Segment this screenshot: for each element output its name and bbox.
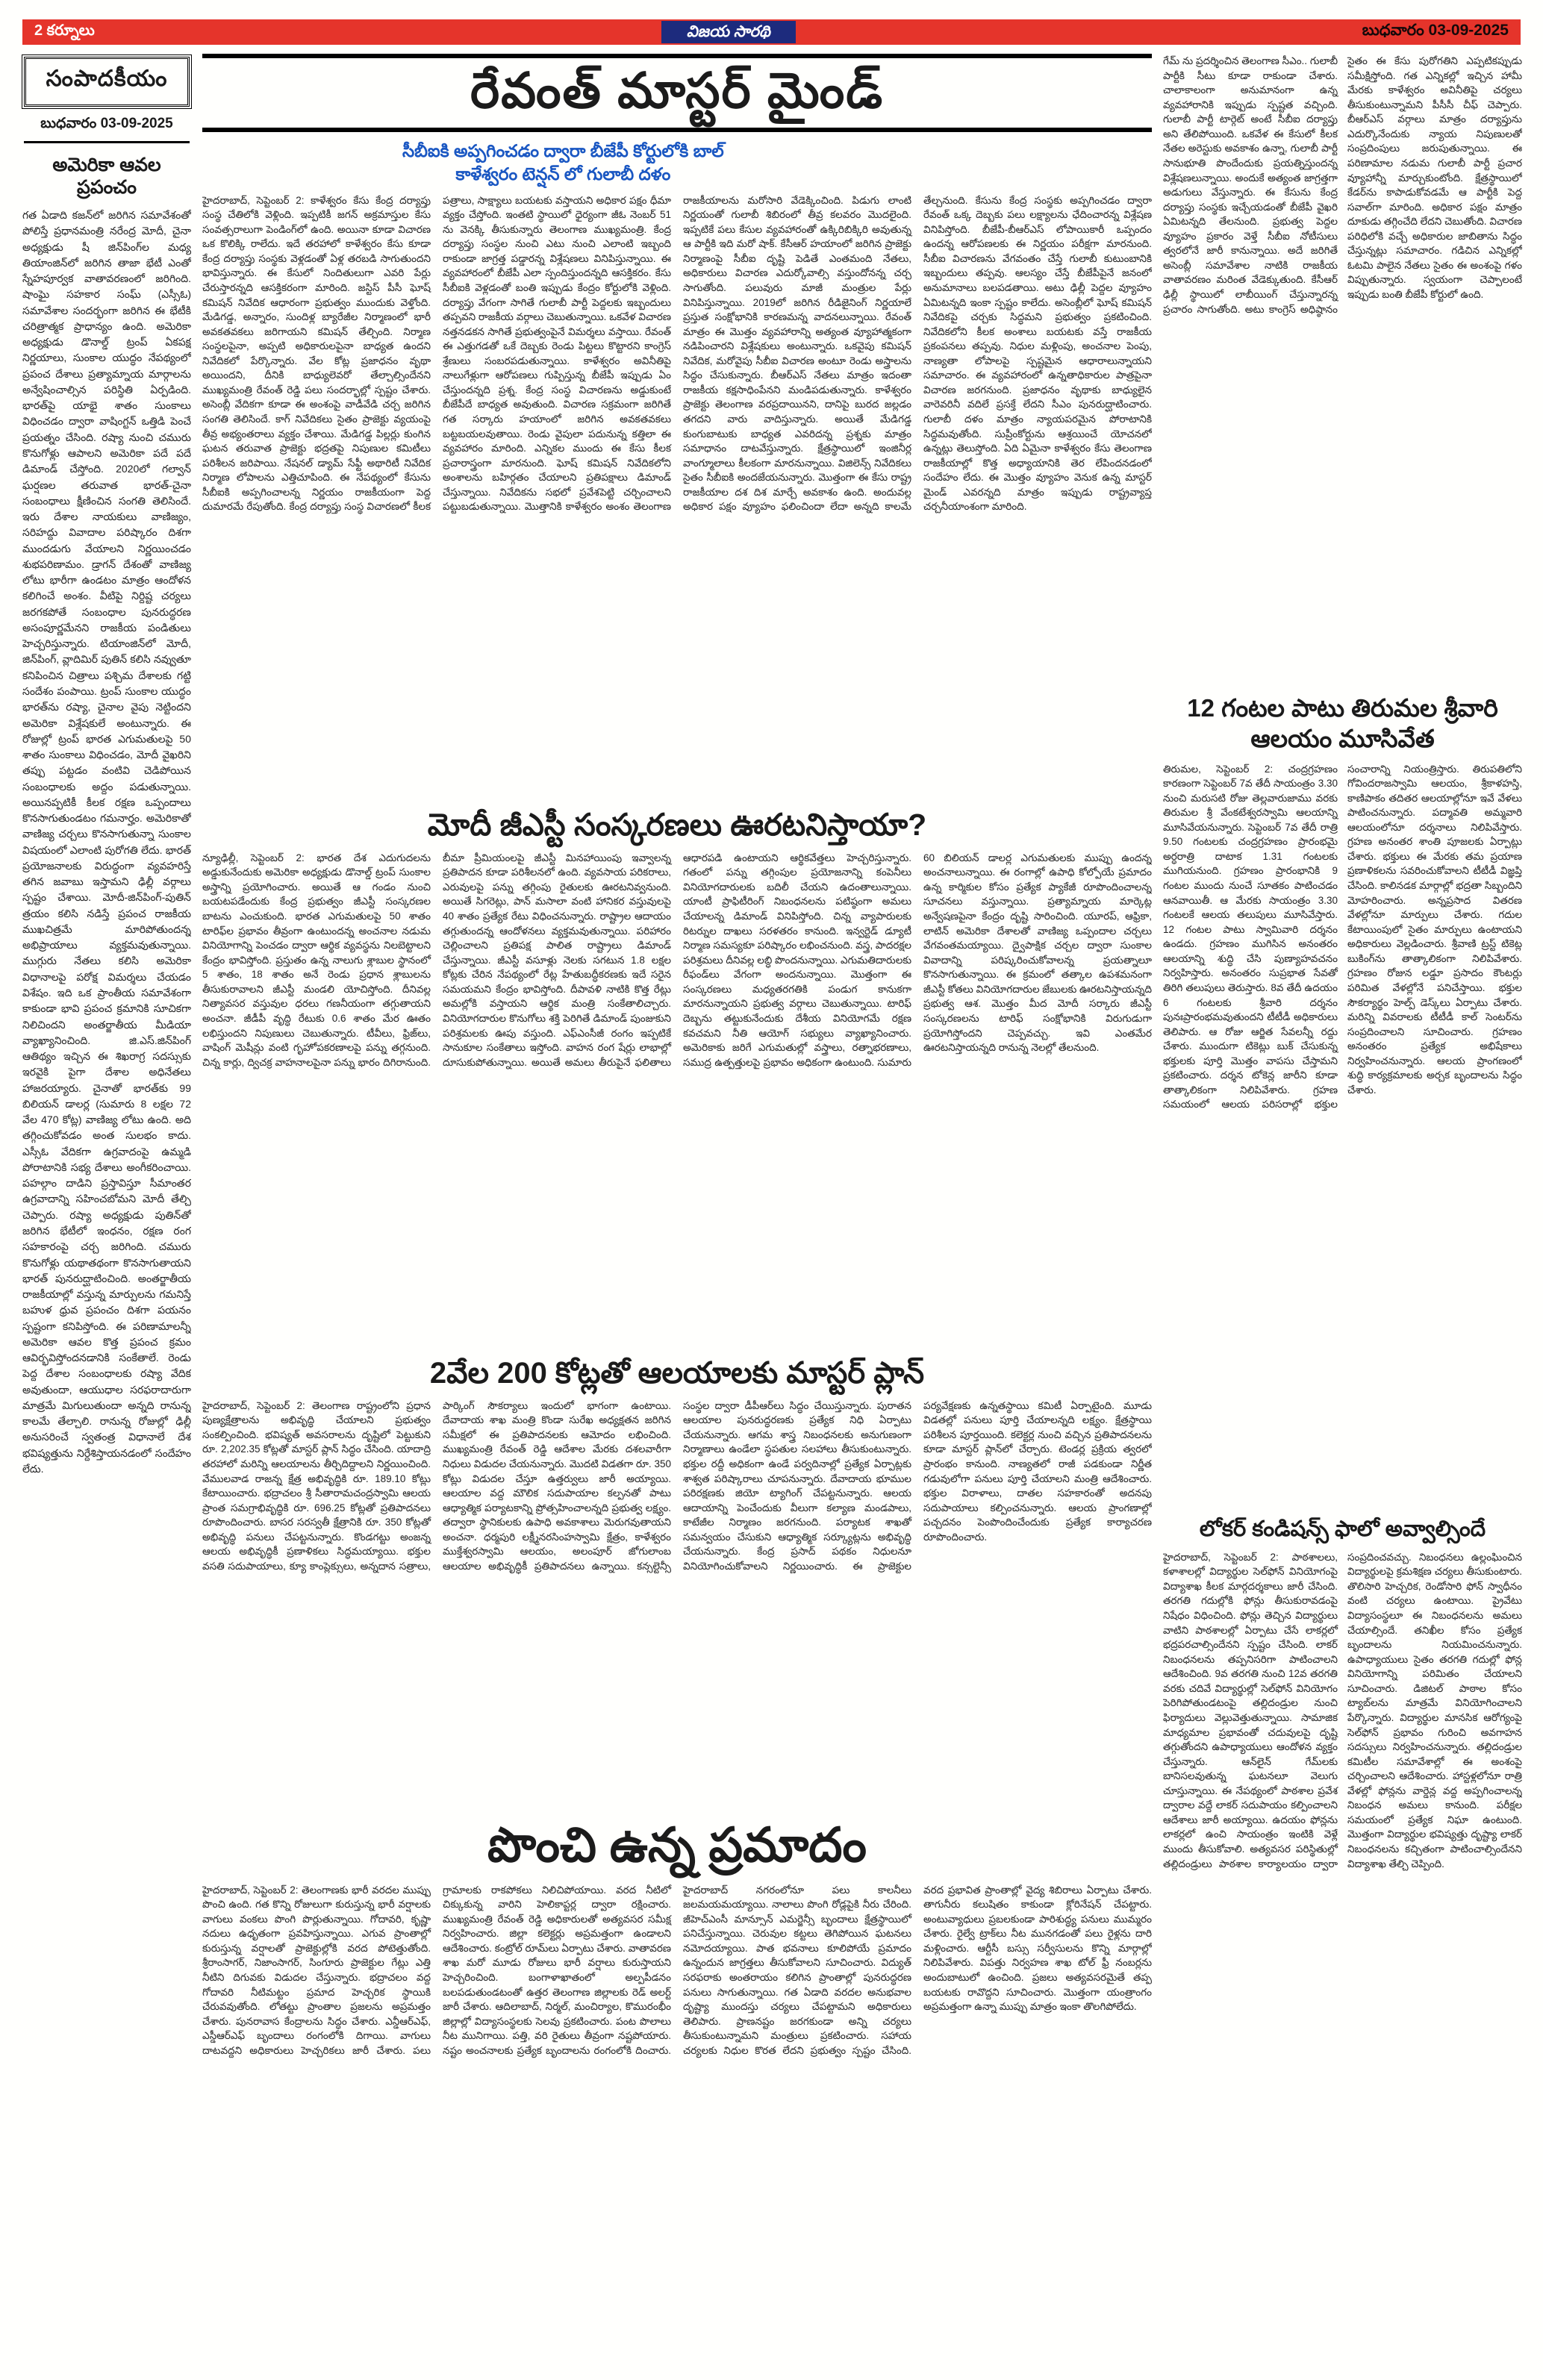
editorial-date: బుధవారం 03-09-2025 (24, 116, 190, 143)
gst-headline: మోదీ జీఎస్టీ సంస్కరణలు ఊరటనిస్తాయా? (427, 807, 927, 842)
danger-article-body: హైదరాబాద్, సెప్టెంబర్ 2: తెలంగాణకు భారీ వరదల ముప్పు పొంచి ఉంది. గత కొన్ని రోజులుగా కురుస్తున్న భారీ వర్షాలకు వాగులు వంకలు పొంగి పొర్లుతున్నాయి. గోదావరి, కృష్ణా నదులు ఉధృతంగా ప్రవహిస్తున్నాయి. ఎగువ ప్రాంతాల్లో కురుస్తున్న వర్షాలతో ప్రాజెక్టుల్లోకి వరద పోటెత్తుతోంది. శ్రీరాంసాగర్, నిజాంసాగర్, సింగూరు ప్రాజెక్టుల గేట్లు ఎత్తి నీటిని దిగువకు విడుదల చేస్తున్నారు. భద్రాచలం వద్ద గోదావరి నీటిమట్టం ప్రమాద హెచ్చరిక స్థాయికి చేరువవుతోంది. లోతట్టు ప్రాంతాల ప్రజలను అప్రమత్తం చేశారు. పునరావాస కేంద్రాలను సిద్ధం చేశారు. ఎన్డీఆర్ఎఫ్, ఎస్డీఆర్ఎఫ్ బృందాలు రంగంలోకి దిగాయి. వాగులు దాటవద్దని అధికారులు హెచ్చరికలు జారీ చేశారు. పలు గ్రామాలకు రాకపోకలు నిలిచిపోయాయి. వరద నీటిలో చిక్కుకున్న వారిని హెలికాప్టర్ల ద్వారా రక్షించారు. ముఖ్యమంత్రి రేవంత్ రెడ్డి అధికారులతో అత్యవసర సమీక్ష నిర్వహించారు. జిల్లా కలెక్టర్లు అప్రమత్తంగా ఉండాలని ఆదేశించారు. కంట్రోల్ రూమ్‌లు ఏర్పాటు చేశారు. వాతావరణ శాఖ మరో మూడు రోజులు భారీ వర్షాలు కురుస్తాయని హెచ్చరించింది. బంగాళాఖాతంలో అల్పపీడనం బలపడుతుండటంతో ఉత్తర తెలంగాణ జిల్లాలకు రెడ్ అలర్ట్ జారీ చేశారు. ఆదిలాబాద్, నిర్మల్, మంచిర్యాల, కొమురంభీం జిల్లాల్లో విద్యాసంస్థలకు సెలవు ప్రకటించారు. పంట పొలాలు నీట మునిగాయి. పత్తి, వరి రైతులు తీవ్రంగా నష్టపోయారు. నష్టం అంచనాలకు ప్రత్యేక బృందాలను రంగంలోకి దించారు. హైదరాబాద్ నగరంలోనూ పలు కాలనీలు జలమయమయ్యాయి. నాలాలు పొంగి రోడ్లపైకి నీరు చేరింది. జీహెచ్ఎంసీ మాన్సూన్ ఎమర్జెన్సీ బృందాలు క్షేత్రస్థాయిలో పనిచేస్తున్నాయి. చెరువుల కట్టలు తెగిపోయిన ఘటనలు నమోదయ్యాయి. పాత భవనాలు కూలిపోయే ప్రమాదం ఉన్నందున జాగ్రత్తలు తీసుకోవాలని సూచించారు. విద్యుత్ సరఫరాకు అంతరాయం కలిగిన ప్రాంతాల్లో పునరుద్ధరణ పనులు సాగుతున్నాయి. గత ఏడాది వరదల అనుభవాల దృష్ట్యా ముందస్తు చర్యలు చేపట్టామని అధికారులు తెలిపారు. ప్రాణనష్టం జరగకుండా అన్ని చర్యలు తీసుకుంటున్నామని మంత్రులు ప్రకటించారు. సహాయ చర్యలకు నిధుల కొరత లేదని ప్రభుత్వం స్పష్టం చేసింది. వరద ప్రభావిత ప్రాంతాల్లో వైద్య శిబిరాలు ఏర్పాటు చేశారు. తాగునీరు కలుషితం కాకుండా క్లోరినేషన్ చేపట్టారు. అంటువ్యాధులు ప్రబలకుండా పారిశుద్ధ్య పనులు ముమ్మరం చేశారు. రైల్వే ట్రాక్‌లు నీట మునగడంతో పలు రైళ్లను దారి మళ్లించారు. ఆర్టీసీ బస్సు సర్వీసులను కొన్ని మార్గాల్లో నిలిపివేశారు. విపత్తు నిర్వహణ శాఖ టోల్ ఫ్రీ నంబర్లను అందుబాటులో ఉంచింది. ప్రజలు అత్యవసరమైతే తప్ప బయటకు రావొద్దని సూచించారు. మొత్తంగా యంత్రాంగం అప్రమత్తంగా ఉన్నా ముప్పు మాత్రం ఇంకా తొలగిపోలేదు. (202, 1884, 1152, 2056)
lead-subhead-line1: సీబీఐకి అప్పగించడం ద్వారా బీజేపీ కోర్టులోకి బాల్ (402, 140, 724, 160)
lead-continuation-text: గేమ్ ను ప్రదర్శించిన తెలంగాణ సీఎం.. గులాబీ పార్టీకి సీటు కూడా రాకుండా చేశారు. చాలాకాలంగా అనుమానంగా ఉన్న వ్యవహారానికి ఇప్పుడు స్పష్టత వచ్చింది. గులాబీ పార్టీ టార్గెట్ అంటే సీబీఐ దర్యాప్తు అని తేలిపోయింది. ఒకవేళ ఈ కేసులో కీలక నేతల అరెస్టుకు అవకాశం ఉన్నా, గులాబీ పార్టీ సానుభూతి పొందేందుకు ప్రయత్నిస్తుందన్న విశ్లేషణలున్నాయి. అందుకే అత్యంత జాగ్రత్తగా అడుగులు వేస్తున్నారు. ఈ కేసును కేంద్ర దర్యాప్తు సంస్థకు ఇచ్చేయడంతో బీజేపీ వైఖరి ఏమిటన్నది తేలనుంది. ప్రభుత్వ పెద్దల వ్యూహం ప్రకారం వెళ్తే సీబీఐ నోటీసులు త్వరలోనే జారీ కానున్నాయి. అదే జరిగితే అసెంబ్లీ సమావేశాల నాటికి రాజకీయ వాతావరణం మరింత వేడెక్కుతుంది. కేసీఆర్ ఢిల్లీ స్థాయిలో లాబీయింగ్ చేస్తున్నారన్న ప్రచారం సాగుతోంది. అటు కాంగ్రెస్ అధిష్ఠానం సైతం ఈ కేసు పురోగతిని ఎప్పటికప్పుడు సమీక్షిస్తోంది. గత ఎన్నికల్లో ఇచ్చిన హామీ మేరకు కాళేశ్వరం అవినీతిపై చర్యలు తీసుకుంటున్నామని పీసీసీ చీఫ్ చెప్పారు. బీఆర్ఎస్ వర్గాలు మాత్రం దర్యాప్తును ఎదుర్కొనేందుకు న్యాయ నిపుణులతో సంప్రదింపులు జరుపుతున్నాయి. ఈ పరిణామాల నడుమ గులాబీ పార్టీ ప్రచార వ్యూహాన్నీ మార్చుకుంటోంది. క్షేత్రస్థాయిలో కేడర్‌ను కాపాడుకోవడమే ఆ పార్టీకి పెద్ద సవాల్‌గా మారింది. అధికార పక్షం మాత్రం దూకుడు తగ్గించేది లేదని చెబుతోంది. విచారణ పరిధిలోకి వచ్చే అధికారుల జాబితాను సిద్ధం చేస్తున్నట్లు సమాచారం. గడిచిన ఎన్నికల్లో ఓటమి పాలైన నేతలు సైతం ఈ అంశంపై గళం విప్పుతున్నారు. స్వయంగా చెప్పాలంటే ఇప్పుడు బంతి బీజేపీ కోర్టులో ఉంది. (1163, 55, 1522, 315)
tirumala-headline: 12 గంటల పాటు తిరుమల శ్రీవారి ఆలయం మూసివేత (1187, 694, 1498, 753)
locker-headline: లోకర్ కండిషన్స్ ఫాలో అవ్వాల్సిందే (1199, 1517, 1486, 1541)
lead-subhead (355, 140, 773, 186)
masthead-paper-title: విజయ సారథి (661, 21, 796, 43)
danger-section (202, 1802, 1152, 2355)
temples-section (202, 1345, 1152, 1802)
right-rail (1163, 54, 1522, 2355)
locker-article-body: హైదరాబాద్, సెప్టెంబర్ 2: పాఠశాలలు, కళాశాలల్లో విద్యార్థుల సెల్‌ఫోన్ వినియోగంపై విద్యాశాఖ కీలక మార్గదర్శకాలు జారీ చేసింది. తరగతి గదుల్లోకి ఫోన్లు తీసుకురావడంపై నిషేధం విధించింది. ఫోన్లు తెచ్చిన విద్యార్థులు వాటిని పాఠశాలల్లో ఏర్పాటు చేసే లాకర్లలో భద్రపరచాల్సిందేనని స్పష్టం చేసింది. లాకర్ నిబంధనలను తప్పనిసరిగా పాటించాలని ఆదేశించింది. 9వ తరగతి నుంచి 12వ తరగతి వరకు చదివే విద్యార్థుల్లో సెల్‌ఫోన్ వినియోగం పెరిగిపోతుండటంపై తల్లిదండ్రుల నుంచి ఫిర్యాదులు వెల్లువెత్తుతున్నాయి. సామాజిక మాధ్యమాల ప్రభావంతో చదువులపై దృష్టి తగ్గుతోందని ఉపాధ్యాయులు ఆందోళన వ్యక్తం చేస్తున్నారు. ఆన్‌లైన్ గేమ్‌లకు బానిసలవుతున్న ఘటనలూ వెలుగు చూస్తున్నాయి. ఈ నేపథ్యంలో పాఠశాల ప్రవేశ ద్వారాల వద్దే లాకర్ సదుపాయం కల్పించాలని ఆదేశాలు జారీ అయ్యాయి. ఉదయం ఫోన్లను లాకర్లలో ఉంచి సాయంత్రం ఇంటికి వెళ్లే ముందు తీసుకోవాలి. అత్యవసర పరిస్థితుల్లో తల్లిదండ్రులు పాఠశాల కార్యాలయం ద్వారా సంప్రదించవచ్చు. నిబంధనలు ఉల్లంఘించిన విద్యార్థులపై క్రమశిక్షణ చర్యలు తీసుకుంటారు. తొలిసారి హెచ్చరిక, రెండోసారి ఫోన్ స్వాధీనం వంటి చర్యలు ఉంటాయి. ప్రైవేటు విద్యాసంస్థలూ ఈ నిబంధనలను అమలు చేయాల్సిందే. తనిఖీల కోసం ప్రత్యేక బృందాలను నియమించనున్నారు. ఉపాధ్యాయులు సైతం తరగతి గదుల్లో ఫోన్ల వినియోగాన్ని పరిమితం చేయాలని సూచించారు. డిజిటల్ పాఠాల కోసం ట్యాబ్‌లను మాత్రమే వినియోగించాలని పేర్కొన్నారు. విద్యార్థుల మానసిక ఆరోగ్యంపై సెల్‌ఫోన్ ప్రభావం గురించి అవగాహన సదస్సులు నిర్వహించనున్నారు. తల్లిదండ్రుల కమిటీల సమావేశాల్లో ఈ అంశంపై చర్చించాలని ఆదేశించారు. హాస్టళ్లలోనూ రాత్రి వేళల్లో ఫోన్లను వార్డెన్ల వద్ద అప్పగించాలన్న నిబంధన అమలు కానుంది. పరీక్షల సమయంలో ప్రత్యేక నిఘా ఉంటుంది. మొత్తంగా విద్యార్థుల భవిష్యత్తు దృష్ట్యా లాకర్ నిబంధనలను కచ్చితంగా పాటించాల్సిందేనని విద్యాశాఖ తేల్చి చెప్పింది. (1163, 1551, 1522, 1870)
temples-headline: 2వేల 200 కోట్లతో ఆలయాలకు మాస్టర్ ప్లాన్ (429, 1356, 925, 1390)
editorial-box-title: సంపాదకీయం (24, 57, 190, 107)
masthead-date: బుధవారం 03-09-2025 (1362, 21, 1509, 39)
main-column (202, 54, 1152, 2355)
lead-article-body: హైదరాబాద్, సెప్టెంబర్ 2: కాళేశ్వరం కేసు కేంద్ర దర్యాప్తు సంస్థ చేతిలోకి వెళ్లింది. ఇప్పటికీ జగన్ అక్రమాస్తుల కేసు సంవత్సరాలుగా పెండింగ్‌లో ఉంది. అయినా కూడా విచారణ ఒక కొలిక్కి రాలేదు. ఇదే తరహాలో కాళేశ్వరం కేసు కూడా కేంద్ర దర్యాప్తు సంస్థకు వెళ్లడంతో ఏళ్ల తరబడి సాగుతుందని భావిస్తున్నారు. ఈ కేసులో నిందితులుగా ఎవరి పేర్లు చేరుస్తారన్నది ఆసక్తికరంగా మారింది. జస్టిస్ పీసీ ఘోష్ కమిషన్ నివేదిక ఆధారంగా ప్రభుత్వం ముందుకు వెళ్తోంది. మేడిగడ్డ, అన్నారం, సుందిళ్ల బ్యారేజీల నిర్మాణంలో భారీ అవకతవకలు జరిగాయని కమిషన్ తేల్చింది. నిర్మాణ సంస్థలపైనా, అప్పటి అధికారులపైనా బాధ్యత ఉందని నివేదికలో పేర్కొన్నారు. వేల కోట్ల ప్రజాధనం వృథా అయిందని, దీనికి బాధ్యులెవరో తేల్చాల్సిందేనని ముఖ్యమంత్రి రేవంత్ రెడ్డి పలు సందర్భాల్లో స్పష్టం చేశారు. అసెంబ్లీ వేదికగా కూడా ఈ అంశంపై వాడీవేడి చర్చ జరిగిన సంగతి తెలిసిందే. కాగ్ నివేదికలు సైతం ప్రాజెక్టు వ్యయంపై తీవ్ర అభ్యంతరాలు వ్యక్తం చేశాయి. మేడిగడ్డ పిల్లర్లు కుంగిన ఘటన తరువాత ప్రాజెక్టు భద్రతపై నిపుణుల కమిటీలు పరిశీలన జరిపాయి. నేషనల్ డ్యామ్ సేఫ్టీ అథారిటీ నివేదిక నిర్మాణ లోపాలను ఎత్తిచూపింది. ఈ నేపథ్యంలో కేసును సీబీఐకి అప్పగించాలన్న నిర్ణయం రాజకీయంగా పెద్ద దుమారమే రేపుతోంది. కేంద్ర దర్యాప్తు సంస్థ విచారణలో కీలక పత్రాలు, సాక్ష్యాలు బయటకు వస్తాయని అధికార పక్షం ధీమా వ్యక్తం చేస్తోంది. ఇంతటి స్థాయిలో ధైర్యంగా జీఓ నెంబర్ 51 ను వెనక్కి తీసుకున్నారు తెలంగాణ ముఖ్యమంత్రి. కేంద్ర దర్యాప్తు సంస్థల నుంచి ఎటు నుంచి ఎలాంటి ఇబ్బంది రాకుండా జాగ్రత్త పడ్డారన్న విశ్లేషణలు వినిపిస్తున్నాయి. ఈ వ్యవహారంలో బీజేపీ ఎలా స్పందిస్తుందన్నది ఆసక్తికరం. కేసు సీబీఐకి వెళ్లడంతో బంతి ఇప్పుడు కేంద్రం కోర్టులోకి వెళ్లింది. దర్యాప్తు వేగంగా సాగితే గులాబీ పార్టీ పెద్దలకు ఇబ్బందులు తప్పవని రాజకీయ వర్గాలు చెబుతున్నాయి. ఒకవేళ విచారణ నత్తనడకన సాగితే ప్రభుత్వంపైనే విమర్శలు వస్తాయి. రేవంత్ ఈ ఎత్తుగడతో ఒకే దెబ్బకు రెండు పిట్టలు కొట్టారని కాంగ్రెస్ శ్రేణులు సంబరపడుతున్నాయి. కాళేశ్వరం అవినీతిపై నాలుగేళ్లుగా ఆరోపణలు గుప్పిస్తున్న బీజేపీ ఇప్పుడు ఏం చేస్తుందన్నది ప్రశ్న. కేంద్ర సంస్థ విచారణను అడ్డుకుంటే బీజేపీదే బాధ్యత అవుతుంది. విచారణ సక్రమంగా జరిగితే గత సర్కారు హయాంలో జరిగిన అవకతవకలు బట్టబయలవుతాయి. రెండు వైపులా పదునున్న కత్తిలా ఈ వ్యవహారం మారింది. ఎన్నికల ముందు ఈ కేసు కీలక ప్రచారాస్త్రంగా మారనుంది. ఘోష్ కమిషన్ నివేదికలోని అంశాలను బహిర్గతం చేయాలని ప్రతిపక్షాలు డిమాండ్ చేస్తున్నాయి. నివేదికను సభలో ప్రవేశపెట్టి చర్చించాలని పట్టుబడుతున్నాయి. మొత్తానికి కాళేశ్వరం అంశం తెలంగాణ రాజకీయాలను మరోసారి వేడెక్కించింది. పిడుగు లాంటి నిర్ణయంతో గులాబీ శిబిరంలో తీవ్ర కలవరం మొదలైంది. ఇప్పటికే పలు కేసుల వ్యవహారంతో ఉక్కిరిబిక్కిరి అవుతున్న ఆ పార్టీకి ఇది మరో షాక్. కేసీఆర్ హయాంలో జరిగిన ప్రాజెక్టు నిర్మాణంపై సీబీఐ దృష్టి పెడితే ఎంతమంది నేతలు, అధికారులు విచారణ ఎదుర్కోవాల్సి వస్తుందోనన్న చర్చ సాగుతోంది. పలువురు మాజీ మంత్రుల పేర్లు వినిపిస్తున్నాయి. 2019లో జరిగిన రీడిజైనింగ్ నిర్ణయాలే ప్రస్తుత సంక్షోభానికి కారణమన్న వాదనలున్నాయి. రేవంత్ మాత్రం ఈ మొత్తం వ్యవహారాన్ని అత్యంత వ్యూహాత్మకంగా నడిపించారని విశ్లేషకులు అంటున్నారు. ఒకవైపు కమిషన్ నివేదిక, మరోవైపు సీబీఐ విచారణ అంటూ రెండు అస్త్రాలను సిద్ధం చేసుకున్నారు. బీఆర్ఎస్ నేతలు మాత్రం ఇదంతా రాజకీయ కక్షసాధింపేనని మండిపడుతున్నారు. కాళేశ్వరం ప్రాజెక్టు తెలంగాణ వరప్రదాయినని, దానిపై బురద జల్లడం తగదని వారు వాదిస్తున్నారు. అయితే మేడిగడ్డ కుంగుబాటుకు బాధ్యత ఎవరిదన్న ప్రశ్నకు మాత్రం సమాధానం దాటవేస్తున్నారు. క్షేత్రస్థాయిలో ఇంజినీర్ల వాంగ్మూలాలు కీలకంగా మారనున్నాయి. విజిలెన్స్ నివేదికలు సైతం సీబీఐకి అందజేయనున్నారు. మొత్తంగా ఈ కేసు రాష్ట్ర రాజకీయాల దశ దిశ మార్చే అవకాశం ఉంది. అందువల్ల అధికార పక్షం వ్యూహం ఫలించిందా లేదా అన్నది కాలమే తేల్చనుంది. కేసును కేంద్ర సంస్థకు అప్పగించడం ద్వారా రేవంత్ ఒక్క దెబ్బకు పలు లక్ష్యాలను ఛేదించారన్న విశ్లేషణ వినిపిస్తోంది. బీజేపీ-బీఆర్ఎస్ లోపాయికారీ ఒప్పందం ఉందన్న ఆరోపణలకు ఈ నిర్ణయం పరీక్షగా మారనుంది. సీబీఐ విచారణను వేగవంతం చేస్తే గులాబీ కుటుంబానికి ఇబ్బందులు తప్పవు. ఆలస్యం చేస్తే బీజేపీపైనే జనంలో అనుమానాలు బలపడతాయి. అటు ఢిల్లీ పెద్దల వ్యూహం ఏమిటన్నది ఇంకా స్పష్టం కాలేదు. అసెంబ్లీలో ఘోష్ కమిషన్ నివేదికపై చర్చకు సిద్ధమని ప్రభుత్వం ప్రకటించింది. నివేదికలోని కీలక అంశాలు బయటకు వస్తే రాజకీయ ప్రకంపనలు తప్పవు. నిధుల మళ్లింపు, అంచనాల పెంపు, నాణ్యతా లోపాలపై స్పష్టమైన ఆధారాలున్నాయని సమాచారం. ఈ వ్యవహారంలో ఉన్నతాధికారుల పాత్రపైనా విచారణ జరగనుంది. ప్రజాధనం వృథాకు బాధ్యులైన వారెవరినీ వదిలే ప్రసక్తే లేదని సీఎం పునరుద్ఘాటించారు. గులాబీ దళం మాత్రం న్యాయపరమైన పోరాటానికి సిద్ధమవుతోంది. సుప్రీంకోర్టును ఆశ్రయించే యోచనలో ఉన్నట్లు తెలుస్తోంది. ఏది ఏమైనా కాళేశ్వరం కేసు తెలంగాణ రాజకీయాల్లో కొత్త అధ్యాయానికి తెర లేపిందనడంలో సందేహం లేదు. ఈ మొత్తం వ్యూహం వెనుక ఉన్న మాస్టర్ మైండ్ ఎవరన్నది మాత్రం ఇప్పుడు రాష్ట్రవ్యాప్త చర్చనీయాంశంగా మారింది. (202, 194, 1152, 513)
editorial-headline: అమెరికా ఆవల ప్రపంచం (52, 154, 161, 198)
page-content (22, 54, 1521, 2355)
gst-section (202, 796, 1152, 1345)
lead-headline: రేవంత్ మాస్టర్ మైండ్ (202, 54, 1152, 132)
masthead-bar (22, 19, 1521, 45)
masthead-edition-label: 2 కర్నూలు (34, 22, 95, 39)
temples-article-body: హైదరాబాద్, సెప్టెంబర్ 2: తెలంగాణ రాష్ట్రంలోని ప్రధాన పుణ్యక్షేత్రాలను అభివృద్ధి చేయాలని ప్రభుత్వం సంకల్పించింది. భవిష్యత్ అవసరాలను దృష్టిలో పెట్టుకుని రూ. 2,202.35 కోట్లతో మాస్టర్ ప్లాన్ సిద్ధం చేసింది. యాదాద్రి తరహాలో మరిన్ని ఆలయాలను తీర్చిదిద్దాలని నిర్ణయించింది. వేములవాడ రాజన్న క్షేత్ర అభివృద్ధికి రూ. 189.10 కోట్లు కేటాయించారు. భద్రాచలం శ్రీ సీతారామచంద్రస్వామి ఆలయ ప్రాంత సమగ్రాభివృద్ధికి రూ. 696.25 కోట్లతో ప్రతిపాదనలు రూపొందించారు. బాసర సరస్వతీ క్షేత్రానికి రూ. 350 కోట్లతో అభివృద్ధి పనులు చేపట్టనున్నారు. కొండగట్టు అంజన్న ఆలయ అభివృద్ధికీ ప్రణాళికలు సిద్ధమయ్యాయి. భక్తుల వసతి సదుపాయాలు, క్యూ కాంప్లెక్సులు, అన్నదాన సత్రాలు, పార్కింగ్ సౌకర్యాలు ఇందులో భాగంగా ఉంటాయి. దేవాదాయ శాఖ మంత్రి కొండా సురేఖ అధ్యక్షతన జరిగిన సమీక్షలో ఈ ప్రతిపాదనలకు ఆమోదం లభించింది. ముఖ్యమంత్రి రేవంత్ రెడ్డి ఆదేశాల మేరకు దశలవారీగా నిధులు విడుదల చేయనున్నారు. మొదటి విడతగా రూ. 350 కోట్లు విడుదల చేస్తూ ఉత్తర్వులు జారీ అయ్యాయి. ఆలయాల వద్ద మౌలిక సదుపాయాల కల్పనతో పాటు ఆధ్యాత్మిక పర్యాటకాన్ని ప్రోత్సహించాలన్నది ప్రభుత్వ లక్ష్యం. తద్వారా స్థానికులకు ఉపాధి అవకాశాలు మెరుగవుతాయని అంచనా. ధర్మపురి లక్ష్మీనరసింహస్వామి క్షేత్రం, కాళేశ్వరం ముక్తేశ్వరస్వామి ఆలయం, అలంపూర్ జోగులాంబ ఆలయాల అభివృద్ధికీ ప్రతిపాదనలు ఉన్నాయి. కన్సల్టెన్సీ సంస్థల ద్వారా డీపీఆర్‌లు సిద్ధం చేయిస్తున్నారు. పురాతన ఆలయాల పునరుద్ధరణకు ప్రత్యేక నిధి ఏర్పాటు చేయనున్నారు. ఆగమ శాస్త్ర నిబంధనలకు అనుగుణంగా నిర్మాణాలు ఉండేలా స్థపతుల సలహాలు తీసుకుంటున్నారు. భక్తుల రద్దీ అధికంగా ఉండే పర్వదినాల్లో ప్రత్యేక ఏర్పాట్లకు శాశ్వత పరిష్కారాలు చూపనున్నారు. దేవాదాయ భూముల పరిరక్షణకు జియో ట్యాగింగ్ చేపట్టనున్నారు. ఆలయ ఆదాయాన్ని పెంచేందుకు వీలుగా కల్యాణ మండపాలు, కాటేజీల నిర్మాణం జరగనుంది. పర్యాటక శాఖతో సమన్వయం చేసుకుని ఆధ్యాత్మిక సర్క్యూట్లను అభివృద్ధి చేయనున్నారు. కేంద్ర ప్రసాద్ పథకం నిధులనూ వినియోగించుకోవాలని నిర్ణయించారు. ఈ ప్రాజెక్టుల పర్యవేక్షణకు ఉన్నతస్థాయి కమిటీ ఏర్పాటైంది. మూడు విడతల్లో పనులు పూర్తి చేయాలన్నది లక్ష్యం. క్షేత్రస్థాయి పరిశీలన పూర్తయింది. కలెక్టర్ల నుంచి వచ్చిన ప్రతిపాదనలను కూడా మాస్టర్ ప్లాన్‌లో చేర్చారు. టెండర్ల ప్రక్రియ త్వరలో ప్రారంభం కానుంది. నాణ్యతలో రాజీ పడకుండా నిర్ణీత గడువులోగా పనులు పూర్తి చేయాలని మంత్రి ఆదేశించారు. భక్తుల విరాళాలు, దాతల సహకారంతో అదనపు సదుపాయాలు కల్పించనున్నారు. ఆలయ ప్రాంగణాల్లో పచ్చదనం పెంపొందించేందుకు ప్రత్యేక కార్యాచరణ రూపొందించారు. (202, 1399, 1152, 1572)
tirumala-article-body: తిరుమల, సెప్టెంబర్ 2: చంద్రగ్రహణం కారణంగా సెప్టెంబర్ 7వ తేదీ సాయంత్రం 3.30 నుంచి మరుసటి రోజు తెల్లవారుజాము వరకు తిరుమల శ్రీ వేంకటేశ్వరస్వామి ఆలయాన్ని మూసివేయనున్నారు. సెప్టెంబర్ 7వ తేదీ రాత్రి 9.50 గంటలకు చంద్రగ్రహణం ప్రారంభమై అర్ధరాత్రి దాటాక 1.31 గంటలకు ముగియనుంది. గ్రహణం ప్రారంభానికి 9 గంటల ముందు నుంచే సూతకం పాటించడం ఆనవాయితీ. ఆ మేరకు సాయంత్రం 3.30 గంటలకే ఆలయ తలుపులు మూసివేస్తారు. 12 గంటల పాటు స్వామివారి దర్శనం ఉండదు. గ్రహణం ముగిసిన అనంతరం ఆలయాన్ని శుద్ధి చేసి పుణ్యాహవచనం నిర్వహిస్తారు. అనంతరం సుప్రభాత సేవతో తిరిగి తలుపులు తెరుస్తారు. 8వ తేదీ ఉదయం 6 గంటలకు శ్రీవారి దర్శనం పునఃప్రారంభమవుతుందని టీటీడీ అధికారులు తెలిపారు. ఆ రోజు ఆర్జిత సేవలన్నీ రద్దు చేశారు. ముందుగా టికెట్లు బుక్ చేసుకున్న భక్తులకు పూర్తి మొత్తం వాపసు చేస్తామని ప్రకటించారు. దర్శన టోకెన్ల జారీని కూడా తాత్కాలికంగా నిలిపివేశారు. గ్రహణ సమయంలో ఆలయ పరిసరాల్లో భక్తుల సంచారాన్ని నియంత్రిస్తారు. తిరుపతిలోని గోవిందరాజస్వామి ఆలయం, శ్రీకాళహస్తి, కాణిపాకం తదితర ఆలయాల్లోనూ ఇవే వేళలు పాటించనున్నారు. పద్మావతి అమ్మవారి ఆలయంలోనూ దర్శనాలు నిలిపివేస్తారు. గ్రహణ అనంతర శాంతి పూజలకు ఏర్పాట్లు చేశారు. భక్తులు ఈ మేరకు తమ ప్రయాణ ప్రణాళికలను సవరించుకోవాలని టీటీడీ విజ్ఞప్తి చేసింది. కాలినడక మార్గాల్లో భద్రతా సిబ్బందిని మోహరించారు. అన్నప్రసాద వితరణ వేళల్లోనూ మార్పులు చేశారు. గదుల కేటాయింపులో సైతం మార్పులు ఉంటాయని అధికారులు వెల్లడించారు. శ్రీవాణి ట్రస్ట్ టికెట్ల బుకింగ్‌ను తాత్కాలికంగా నిలిపివేశారు. గ్రహణం రోజున లడ్డూ ప్రసాదం కౌంటర్లు పరిమిత వేళల్లోనే పనిచేస్తాయి. భక్తుల సౌకర్యార్థం హెల్ప్ డెస్క్‌లు ఏర్పాటు చేశారు. మరిన్ని వివరాలకు టీటీడీ కాల్ సెంటర్‌ను సంప్రదించాలని సూచించారు. గ్రహణం అనంతరం ప్రత్యేక అభిషేకాలు నిర్వహించనున్నారు. ఆలయ ప్రాంగణంలో శుద్ధి కార్యక్రమాలకు అర్చక బృందాలను సిద్ధం చేశారు. (1163, 763, 1522, 1111)
editorial-body-text: గత ఏడాది కజన్‌లో జరిగిన సమావేశంతో పోలిస్తే ప్రధానమంత్రి నరేంద్ర మోదీ, చైనా అధ్యక్షుడు షీ జిన్‌పింగ్‌ల మధ్య తియాంజిన్‌లో జరిగిన తాజా భేటీ ఎంతో స్నేహపూర్వక వాతావరణంలో జరిగింది. షాంఘై సహకార సంఘ్ (ఎస్సీఓ) సమావేశాల సందర్భంగా జరిగిన ఈ భేటీకి చరిత్రాత్మక ప్రాధాన్యం ఉంది. అమెరికా అధ్యక్షుడు డొనాల్డ్ ట్రంప్ ఏకపక్ష నిర్ణయాలు, సుంకాల యుద్ధం నేపథ్యంలో ప్రపంచ దేశాలు ప్రత్యామ్నాయ మార్గాలను అన్వేషించాల్సిన పరిస్థితి ఏర్పడింది. భారత్‌పై యాభై శాతం సుంకాలు విధించడం ద్వారా వాషింగ్టన్ ఒత్తిడి పెంచే ప్రయత్నం చేసింది. రష్యా నుంచి చమురు కొనుగోళ్లు ఆపాలని అమెరికా పదే పదే డిమాండ్ చేస్తోంది. 2020లో గల్వాన్ ఘర్షణల తరువాత భారత్-చైనా సంబంధాలు క్షీణించిన సంగతి తెలిసిందే. ఇరు దేశాల నాయకులు వాణిజ్యం, సరిహద్దు వివాదాల పరిష్కారం దిశగా ముందడుగు వేయాలని నిర్ణయించడం శుభపరిణామం. డ్రాగన్ దేశంతో వాణిజ్య లోటు భారీగా ఉండటం మాత్రం ఆందోళన కలిగించే అంశం. వీటిపై నిర్దిష్ట చర్యలు జరగకపోతే సంబంధాల పునరుద్ధరణ అసంపూర్ణమేనని రాజకీయ పండితులు హెచ్చరిస్తున్నారు. టియాంజిన్‌లో మోదీ, జిన్‌పింగ్, వ్లాదిమిర్ పుతిన్ కలిసి నవ్వుతూ కనిపించిన చిత్రాలు పశ్చిమ దేశాలకు గట్టి సందేశం పంపాయి. ట్రంప్ సుంకాల యుద్ధం భారత్‌ను రష్యా, చైనాల వైపు నెట్టిందని అమెరికా విశ్లేషకులే అంటున్నారు. ఈ రోజుల్లో ట్రంప్ భారత ఎగుమతులపై 50 శాతం సుంకాలు విధించడం, మోదీ వైఖరిని తప్పు పట్టడం వంటివి చెడిపోయిన సంబంధాలకు అద్దం పడుతున్నాయి. అయినప్పటికీ కీలక రక్షణ ఒప్పందాలు కొనసాగుతుండటం గమనార్హం. అమెరికాతో వాణిజ్య చర్చలు కొనసాగుతున్నా సుంకాల విషయంలో ఎలాంటి పురోగతి లేదు. భారత్ ప్రయోజనాలకు విరుద్ధంగా వ్యవహరిస్తే తగిన జవాబు ఇస్తామని ఢిల్లీ వర్గాలు స్పష్టం చేశాయి. మోదీ-జిన్‌పింగ్-పుతిన్ త్రయం కలిసి నడిస్తే ప్రపంచ రాజకీయ ముఖచిత్రమే మారిపోతుందన్న అభిప్రాయాలు వ్యక్తమవుతున్నాయి. ముగ్గురు నేతలు కలిసి అమెరికా విధానాలపై పరోక్ష విమర్శలు చేయడం విశేషం. ఇది ఒక ప్రాంతీయ సమావేశంగా కాకుండా భావి ప్రపంచ క్రమానికి సూచికగా నిలిచిందని అంతర్జాతీయ మీడియా వ్యాఖ్యానించింది. జి.ఎస్.జిన్‌పింగ్ ఆతిథ్యం ఇచ్చిన ఈ శిఖరాగ్ర సదస్సుకు ఇరవైకి పైగా దేశాల అధినేతలు హాజరయ్యారు. చైనాతో భారత్‌కు 99 బిలియన్ డాలర్ల (సుమారు 8 లక్షల 72 వేల 470 కోట్ల) వాణిజ్య లోటు ఉంది. అది తగ్గించుకోవడం అంత సులభం కాదు. ఎస్సీఓ వేదికగా ఉగ్రవాదంపై ఉమ్మడి పోరాటానికి సభ్య దేశాలు అంగీకరించాయి. పహల్గాం దాడిని ప్రస్తావిస్తూ సీమాంతర ఉగ్రవాదాన్ని సహించబోమని మోదీ తేల్చి చెప్పారు. రష్యా అధ్యక్షుడు పుతిన్‌తో జరిగిన భేటీలో ఇంధనం, రక్షణ రంగ సహకారంపై చర్చ జరిగింది. చమురు కొనుగోళ్లు యథాతథంగా కొనసాగుతాయని భారత్ పునరుద్ఘాటించింది. అంతర్జాతీయ రాజకీయాల్లో వస్తున్న మార్పులను గమనిస్తే బహుళ ధ్రువ ప్రపంచం దిశగా పయనం స్పష్టంగా కనిపిస్తోంది. ఈ పరిణామాలన్నీ అమెరికా ఆవల కొత్త ప్రపంచ క్రమం ఆవిర్భవిస్తోందనడానికి సంకేతాలే. రెండు పెద్ద దేశాల సంబంధాలకు రష్యా వేదిక అవుతుందా, ఆయుధాల సరఫరాదారుగా మాత్రమే మిగులుతుందా అన్నది రానున్న కాలమే తేల్చాలి. రానున్న రోజుల్లో ఢిల్లీ అనుసరించే స్వతంత్ర విధానాలే దేశ భవిష్యత్తును నిర్దేశిస్తాయనడంలో సందేహం లేదు. (22, 209, 191, 1475)
gst-article-body: న్యూఢిల్లీ, సెప్టెంబర్ 2: భారత దేశ ఎదుగుదలను అడ్డుకునేందుకు అమెరికా అధ్యక్షుడు డొనాల్డ్ ట్రంప్ సుంకాల అస్త్రాన్ని ప్రయోగించారు. అయితే ఆ గండం నుంచి బయటపడేందుకు కేంద్ర ప్రభుత్వం జీఎస్టీ సంస్కరణల బాటను ఎంచుకుంది. భారత ఎగుమతులపై 50 శాతం టారిఫ్‌ల ప్రభావం తీవ్రంగా ఉంటుందన్న అంచనాల నడుమ వినియోగాన్ని పెంచడం ద్వారా ఆర్థిక వ్యవస్థను నిలబెట్టాలని కేంద్రం భావిస్తోంది. ప్రస్తుతం ఉన్న నాలుగు శ్లాబుల స్థానంలో 5 శాతం, 18 శాతం అనే రెండు ప్రధాన శ్లాబులను తీసుకురావాలని జీఎస్టీ మండలి యోచిస్తోంది. దీనివల్ల నిత్యావసర వస్తువుల ధరలు గణనీయంగా తగ్గుతాయని అంచనా. జీడీపీ వృద్ధి రేటుకు 0.6 శాతం మేర ఊతం లభిస్తుందని నిపుణులు చెబుతున్నారు. టీవీలు, ఫ్రిజ్‌లు, వాషింగ్ మెషీన్లు వంటి గృహోపకరణాలపై పన్ను తగ్గనుంది. చిన్న కార్లు, ద్విచక్ర వాహనాలపైనా పన్ను భారం దిగిరానుంది. బీమా ప్రీమియంలపై జీఎస్టీ మినహాయింపు ఇవ్వాలన్న ప్రతిపాదన కూడా పరిశీలనలో ఉంది. వ్యవసాయ పరికరాలు, ఎరువులపై పన్ను తగ్గింపు రైతులకు ఊరటనివ్వనుంది. అయితే సిగరెట్లు, పాన్ మసాలా వంటి హానికర వస్తువులపై 40 శాతం ప్రత్యేక రేటు విధించనున్నారు. రాష్ట్రాల ఆదాయం తగ్గుతుందన్న ఆందోళనలు వ్యక్తమవుతున్నాయి. పరిహారం చెల్లించాలని ప్రతిపక్ష పాలిత రాష్ట్రాలు డిమాండ్ చేస్తున్నాయి. జీఎస్టీ వసూళ్లు నెలకు సగటున 1.8 లక్షల కోట్లకు చేరిన నేపథ్యంలో రేట్ల హేతుబద్ధీకరణకు ఇదే సరైన సమయమని కేంద్రం భావిస్తోంది. దీపావళి నాటికి కొత్త రేట్లు అమల్లోకి వస్తాయని ఆర్థిక మంత్రి సంకేతాలిచ్చారు. వినియోగదారుల కొనుగోలు శక్తి పెరిగితే డిమాండ్ పుంజుకుని పరిశ్రమలకు ఊపు వస్తుంది. ఎఫ్ఎంసీజీ రంగం ఇప్పటికే సానుకూల సంకేతాలు ఇస్తోంది. వాహన రంగ షేర్లు లాభాల్లో దూసుకుపోతున్నాయి. అయితే అమలు తీరుపైనే ఫలితాలు ఆధారపడి ఉంటాయని ఆర్థికవేత్తలు హెచ్చరిస్తున్నారు. గతంలో పన్ను తగ్గింపుల ప్రయోజనాన్ని కంపెనీలు వినియోగదారులకు బదిలీ చేయని ఉదంతాలున్నాయి. యాంటీ ప్రాఫిటీరింగ్ నిబంధనలను పటిష్ఠంగా అమలు చేయాలన్న డిమాండ్ వినిపిస్తోంది. చిన్న వ్యాపారులకు రిటర్నుల దాఖలు సరళతరం కానుంది. ఇన్వర్టెడ్ డ్యూటీ నిర్మాణ సమస్యకూ పరిష్కారం లభించనుంది. వస్త్ర, పాదరక్షల పరిశ్రమలు దీనివల్ల లబ్ధి పొందనున్నాయి. ఎగుమతిదారులకు రీఫండ్‌లు వేగంగా అందనున్నాయి. మొత్తంగా ఈ సంస్కరణలు మధ్యతరగతికి పండుగ కానుకగా మారనున్నాయని ప్రభుత్వ వర్గాలు చెబుతున్నాయి. టారిఫ్ దెబ్బను తట్టుకునేందుకు దేశీయ వినియోగమే రక్షణ కవచమని నీతి ఆయోగ్ సభ్యులు వ్యాఖ్యానించారు. అమెరికాకు జరిగే ఎగుమతుల్లో వస్త్రాలు, రత్నాభరణాలు, సముద్ర ఉత్పత్తులపై ప్రభావం అధికంగా ఉంటుంది. సుమారు 60 బిలియన్ డాలర్ల ఎగుమతులకు ముప్పు ఉందన్న అంచనాలున్నాయి. ఈ రంగాల్లో ఉపాధి కోల్పోయే ప్రమాదం ఉన్న కార్మికుల కోసం ప్రత్యేక ప్యాకేజీ రూపొందించాలన్న సూచనలు వస్తున్నాయి. ప్రత్యామ్నాయ మార్కెట్ల అన్వేషణపైనా కేంద్రం దృష్టి సారించింది. యూరప్, ఆఫ్రికా, లాటిన్ అమెరికా దేశాలతో వాణిజ్య ఒప్పందాల చర్చలు వేగవంతమయ్యాయి. ద్వైపాక్షిక చర్చల ద్వారా సుంకాల వివాదాన్ని పరిష్కరించుకోవాలన్న ప్రయత్నాలూ కొనసాగుతున్నాయి. ఈ క్రమంలో తత్కాల ఉపశమనంగా జీఎస్టీ కోతలు వినియోగదారుల జేబులకు ఊరటనిస్తాయన్నది ప్రభుత్వ ఆశ. మొత్తం మీద మోదీ సర్కారు జీఎస్టీ సంస్కరణలను టారిఫ్ సంక్షోభానికి విరుగుడుగా ప్రయోగిస్తోందని చెప్పవచ్చు. ఇవి ఎంతమేర ఊరటనిస్తాయన్నది రానున్న నెలల్లో తేలనుంది. (202, 852, 1152, 1068)
editorial-column (22, 54, 191, 2355)
lead-subhead-line2: కాళేశ్వరం టెన్షన్ లో గులాబీ దళం (455, 163, 671, 184)
danger-headline: పొంచి ఉన్న ప్రమాదం (487, 1817, 867, 1872)
